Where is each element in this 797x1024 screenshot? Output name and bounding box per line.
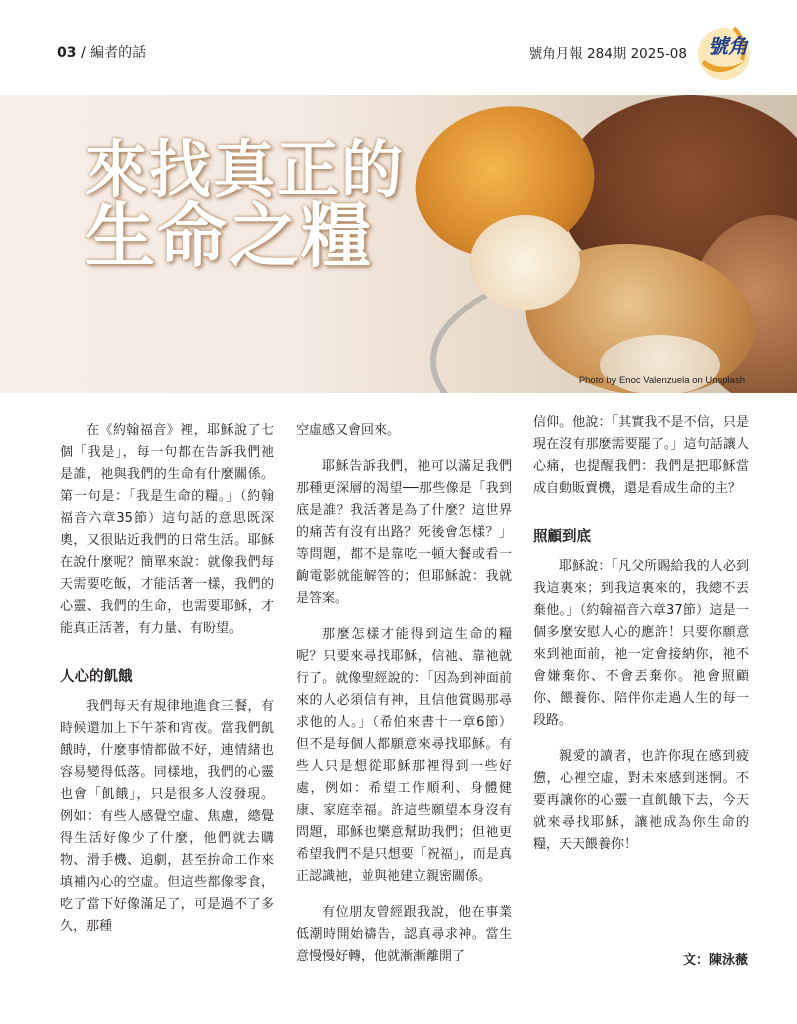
paragraph-continued: 信仰。他說：「其實我不是不信，只是現在沒有那麼需要罷了。」這句話讓人心痛，也提醒我們：我們是把耶穌當成自動販賣機，還是看成生命的主？ bbox=[533, 415, 749, 496]
article-column-3 bbox=[533, 412, 749, 870]
logo-lettering: 號角 bbox=[708, 34, 748, 58]
article-title-line2: 生命之糧 bbox=[85, 195, 373, 277]
article-column-1 bbox=[60, 420, 274, 952]
bun-crumb-image bbox=[470, 215, 580, 310]
paragraph: 我們每天有規律地進食三餐，有時候還加上下午茶和宵夜。當我們飢餓時，什麼事情都做不好，連情緒也容易變得低落。同樣地，我們的心靈也會「飢餓」，只是很多人沒發現。例如：有些人感覺空虛、焦慮，總覺得生活好像少了什麼，他們就去購物、滑手機、追劇，甚至拚命工作來填補內心的空虛。但這些都像零食，吃了當下好像滿足了，可是過不了多久，那種 bbox=[60, 699, 274, 934]
publication-info: 號角月報 284期 2025-08 bbox=[528, 46, 687, 62]
photo-credit: Photo by Enoc Valenzuela on Unsplash bbox=[578, 375, 745, 386]
paragraph: 在《約翰福音》裡，耶穌說了七個「我是」，每一句都在告訴我們祂是誰，祂與我們的生命有什麼關係。第一句是：「我是生命的糧。」（約翰福音六章35節）這句話的意思既深奧，又很貼近我們的日常生活。耶穌在說什麼呢？簡單來說：就像我們每天需要吃飯，才能活著一樣，我們的心靈、我們的生命，也需要耶穌，才能真正活著，有力量、有盼望。 bbox=[60, 423, 274, 636]
paragraph: 有位朋友曾經跟我說，他在事業低潮時開始禱告，認真尋求神。當生意慢慢好轉，他就漸漸離開了 bbox=[296, 905, 512, 964]
section-heading: 人心的飢餓 bbox=[60, 669, 133, 685]
paragraph: 耶穌告訴我們，祂可以滿足我們那種更深層的渴望──那些像是「我到底是誰？我活著是為了什麼？這世界的痛苦有沒有出路？死後會怎樣？」等問題，都不是靠吃一頓大餐或看一齣電影就能解答的；但耶穌說：我就是答案。 bbox=[296, 459, 512, 606]
author-credit: 文：陳泳薇 bbox=[682, 953, 748, 968]
article-column-2 bbox=[296, 420, 512, 982]
page-header-left bbox=[57, 42, 146, 62]
section-heading: 照顧到底 bbox=[533, 529, 591, 545]
paragraph: 耶穌說：「凡父所賜給我的人必到我這裏來；到我這裏來的，我總不丟棄他。」（約翰福音六章37節）這是一個多麼安慰人心的應許！只要你願意來到祂面前，祂一定會接納你，祂不會嫌棄你、不會丟棄你。祂會照顧你、餵養你、陪伴你走過人生的每一段路。 bbox=[533, 559, 749, 728]
paragraph: 親愛的讀者，也許你現在感到疲憊，心裡空虛，對未來感到迷惘。不要再讓你的心靈一直飢餓下去，今天就來尋找耶穌，讓祂成為你生命的糧，天天餵養你！ bbox=[533, 749, 749, 852]
page-number: 03 bbox=[57, 45, 77, 61]
paragraph-continued: 空虛感又會回來。 bbox=[296, 423, 401, 438]
article-title-line1: 來找真正的 bbox=[85, 133, 406, 206]
paragraph: 那麼怎樣才能得到這生命的糧呢？只要來尋找耶穌，信祂、靠祂就行了。就像聖經說的：「因為到神面前來的人必須信有神，且信他賞賜那尋求他的人。」（希伯來書十一章6節）但不是每個人都願意來尋找耶穌。有些人只是想從耶穌那裡得到一些好處，例如：希望工作順利、身體健康、家庭幸福。許這些願望本身沒有問題，耶穌也樂意幫助我們；但祂更希望我們不是只想要「祝福」，而是真正認識祂，並與祂建立親密關係。 bbox=[296, 627, 512, 884]
header-divider: / bbox=[80, 45, 91, 61]
section-name: 編者的話 bbox=[90, 45, 147, 61]
